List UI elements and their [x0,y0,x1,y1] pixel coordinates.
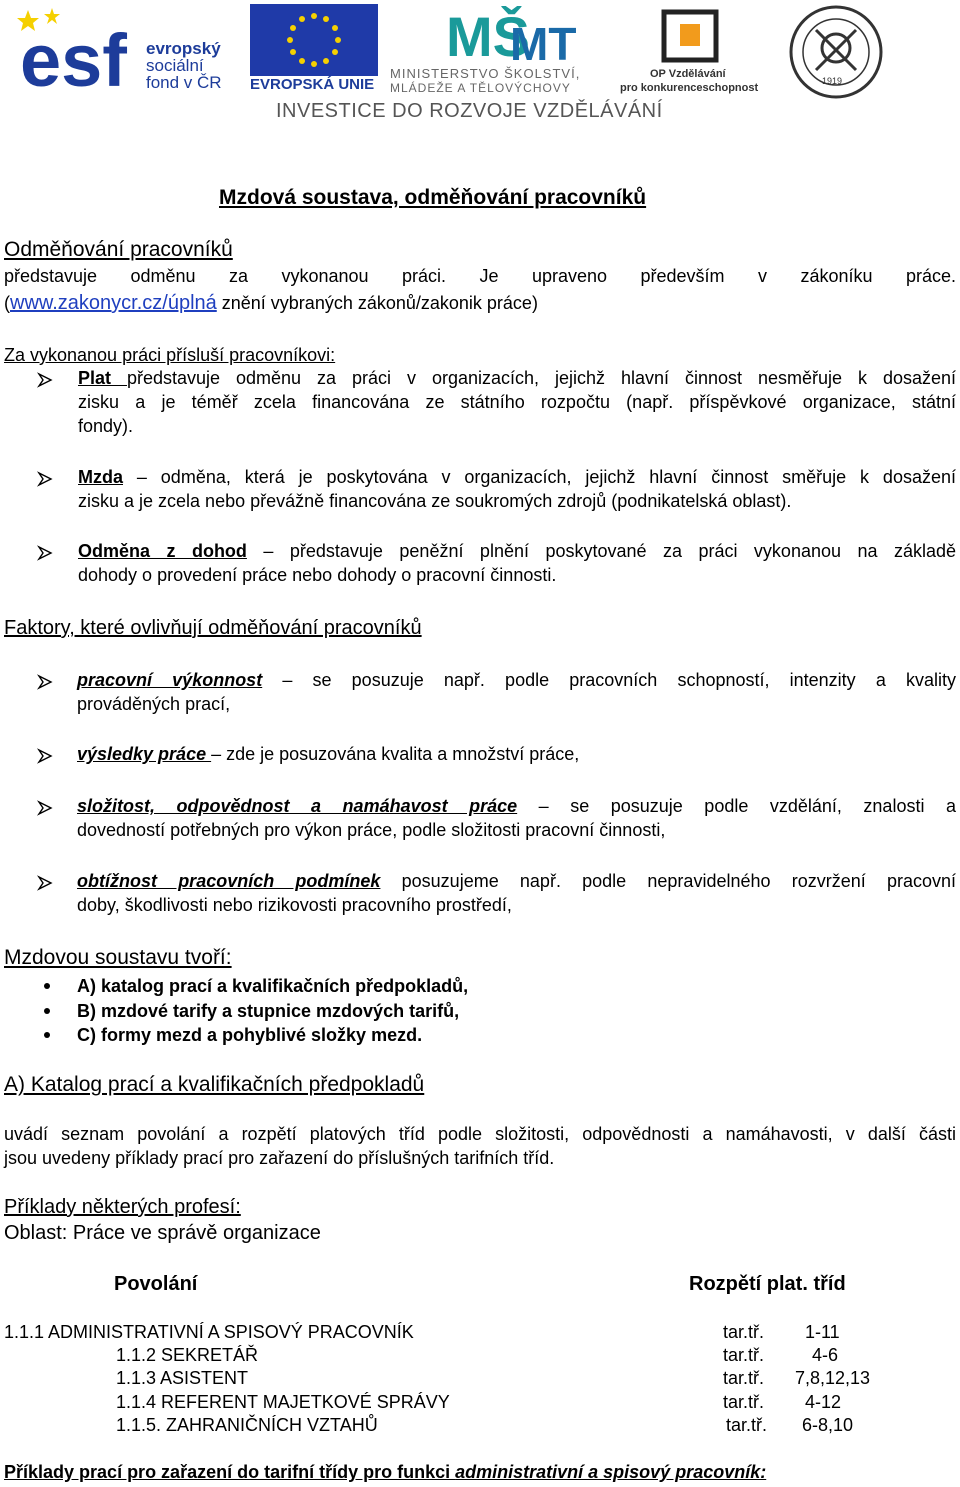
faktor1-line2: prováděných prací, [77,694,231,714]
faktor2-line1 [77,744,579,765]
table-row-name: 1.1.2 SEKRETÁŘ [116,1345,259,1365]
faktor3-term: složitost, odpovědnost a namáhavost práce [77,796,518,816]
table-row-tar: tar.tř. [723,1345,765,1365]
table-row-range: 4-6 [812,1345,839,1365]
dot-bullet-icon [44,1032,50,1038]
plat-term: Plat [78,368,127,388]
esf-line1: evropský [146,39,221,58]
section-odmenovani-line1: představuje odměnu za vykonanou práci. Je upraveno především v zákoníku práce. [4,266,956,286]
faktor1-term: pracovní výkonnost [77,670,263,690]
faktor3-line1 [77,796,956,817]
table-row-tar: tar.tř. [723,1368,765,1388]
svg-text:esf: esf [20,19,127,102]
faktor3-text1: – se posuzuje podle vzdělání, znalosti a [517,796,956,816]
arrow-bullet-icon [38,749,52,763]
table-row-tar: tar.tř. [723,1322,765,1342]
line2-rest: znění vybraných zákonů/zakonik práce) [216,293,538,313]
plat-line2: zisku a je téměř zcela financována ze státního rozpočtu (např. příspěvkové organizace, státní [78,392,956,412]
table-row-range: 1-11 [805,1322,840,1342]
dot-bullet-icon [44,983,50,989]
oblast-line: Oblast: Práce ve správě organizace [4,1222,321,1244]
table-row-range: 4-12 [805,1392,842,1412]
table-row-tar: tar.tř. [723,1392,765,1412]
op-emblem-icon [660,8,720,64]
col-rozpeti: Rozpětí plat. tříd [689,1273,846,1295]
msmt-line1: MINISTERSTVO ŠKOLSTVÍ, [390,66,581,81]
faktor2-term: výsledky práce [77,744,212,764]
dot-bullet-icon [44,1008,50,1014]
table-row-name: 1.1.3 ASISTENT [116,1368,249,1388]
table-row-name: 1.1.1 ADMINISTRATIVNÍ A SPISOVÝ PRACOVNÍK [4,1322,414,1342]
soustava-item-b: B) mzdové tarify a stupnice mzdových tarifů, [77,1001,460,1021]
dohody-line1 [78,541,956,562]
arrow-bullet-icon [38,801,52,815]
soustava-item-c: C) formy mezd a pohyblivé složky mezd. [77,1025,423,1045]
soustava-item-a: A) katalog prací a kvalifikačních předpokladů, [77,976,469,996]
eu-label: EVROPSKÁ UNIE [250,76,375,93]
investice-banner: INVESTICE DO ROZVOJE VZDĚLÁVÁNÍ [276,100,663,122]
open-paren: ( [4,293,10,313]
section-faktory-heading: Faktory, které ovlivňují odměňování pracovníků [4,617,422,639]
esf-text [146,40,222,91]
dohody-line2: dohody o provedení práce nebo dohody o pracovní činnosti. [78,565,557,585]
plat-text1: představuje odměnu za práci v organizacích, jejichž hlavní činnost nesměřuje k dosažení [126,368,956,388]
seal-icon [788,4,884,100]
arrow-bullet-icon [38,472,52,486]
faktor2-text1: – zde je posuzována kvalita a množství práce, [211,744,580,764]
mzda-text1: – odměna, která je poskytována v organizacích, jejichž hlavní činnost směřuje k dosažení [123,467,956,487]
msmt-line2: MLÁDEŽE A TĚLOVÝCHOVY [390,81,571,95]
esf-line3: fond v ČR [146,73,222,92]
faktor1-text1: – se posuzuje např. podle pracovních schopností, intenzity a kvality [262,670,957,690]
footer-italic: administrativní a spisový pracovník: [455,1462,767,1482]
section-katalog-heading: A) Katalog prací a kvalifikačních předpokladů [4,1073,425,1096]
table-row-tar: tar.tř. [726,1415,768,1435]
section-soustava-heading: Mzdovou soustavu tvoří: [4,946,232,969]
msmt-emblem-icon [446,4,577,70]
esf-line2: sociální [146,56,204,75]
katalog-line1: uvádí seznam povolání a rozpětí platových tříd podle složitosti, odpovědnosti a namáhavosti, v další části [4,1124,956,1144]
footer-prefix: Příklady prací pro zařazení do tarifní třídy pro funkci [4,1462,456,1482]
faktor4-line1 [77,871,956,892]
school-seal-logo [788,4,884,100]
mzda-line2: zisku a je zcela nebo převážně financována ze soukromých zdrojů (podnikatelská oblast). [78,491,792,511]
mzda-term: Mzda [78,467,123,487]
section-priklady-heading: Příklady některých profesí: [4,1196,241,1218]
arrow-bullet-icon [38,546,52,560]
faktor4-line2: doby, škodlivosti nebo rizikovosti pracovního prostředí, [77,895,512,915]
arrow-bullet-icon [38,675,52,689]
mzda-line1 [78,467,956,488]
faktor4-term: obtížnost pracovních podmínek [77,871,381,891]
dohody-term: Odměna z dohod [78,541,247,561]
dohody-text1: – představuje peněžní plnění poskytované za práci vykonanou na základě [246,541,956,561]
footer-line [4,1462,766,1483]
table-row-range: 6-8,10 [802,1415,854,1435]
section-prislusi-heading: Za vykonanou práci přísluší pracovníkovi: [4,345,336,365]
col-povolani: Povolání [114,1273,198,1295]
faktor4-text1: posuzujeme např. podle nepravidelného rozvržení pracovní [380,871,956,891]
faktor3-line2: dovedností potřebných pro výkon práce, podle složitosti pracovní činnosti, [77,820,666,840]
arrow-bullet-icon [38,373,52,387]
section-odmenovani-line2 [4,292,538,315]
svg-text:1919: 1919 [822,76,843,86]
eu-flag-icon [250,4,378,76]
section-odmenovani-heading: Odměňování pracovníků [4,238,233,261]
eu-logo [250,4,378,96]
zakony-link[interactable]: www.zakonycr.cz/úplná [10,292,217,314]
svg-text:MT: MT [510,18,577,70]
esf-logo [18,6,240,102]
table-row-range: 7,8,12,13 [795,1368,871,1388]
op-logo [620,8,765,96]
katalog-line2: jsou uvedeny příklady prací pro zařazení do příslušných tarifních tříd. [4,1148,555,1168]
svg-text:MŠ: MŠ [446,5,530,68]
table-row-name: 1.1.4 REFERENT MAJETKOVÉ SPRÁVY [116,1392,450,1412]
arrow-bullet-icon [38,876,52,890]
op-line1: OP Vzdělávání [650,68,726,80]
header-logos [0,0,960,130]
op-line2: pro konkurenceschopnost [620,82,759,94]
plat-line3: fondy). [78,416,134,436]
faktor1-line1 [77,670,956,691]
table-row-name: 1.1.5. ZAHRANIČNÍCH VZTAHŮ [116,1415,378,1435]
plat-line1 [78,368,956,389]
page-title: Mzdová soustava, odměňování pracovníků [219,186,647,209]
msmt-logo [390,4,615,94]
